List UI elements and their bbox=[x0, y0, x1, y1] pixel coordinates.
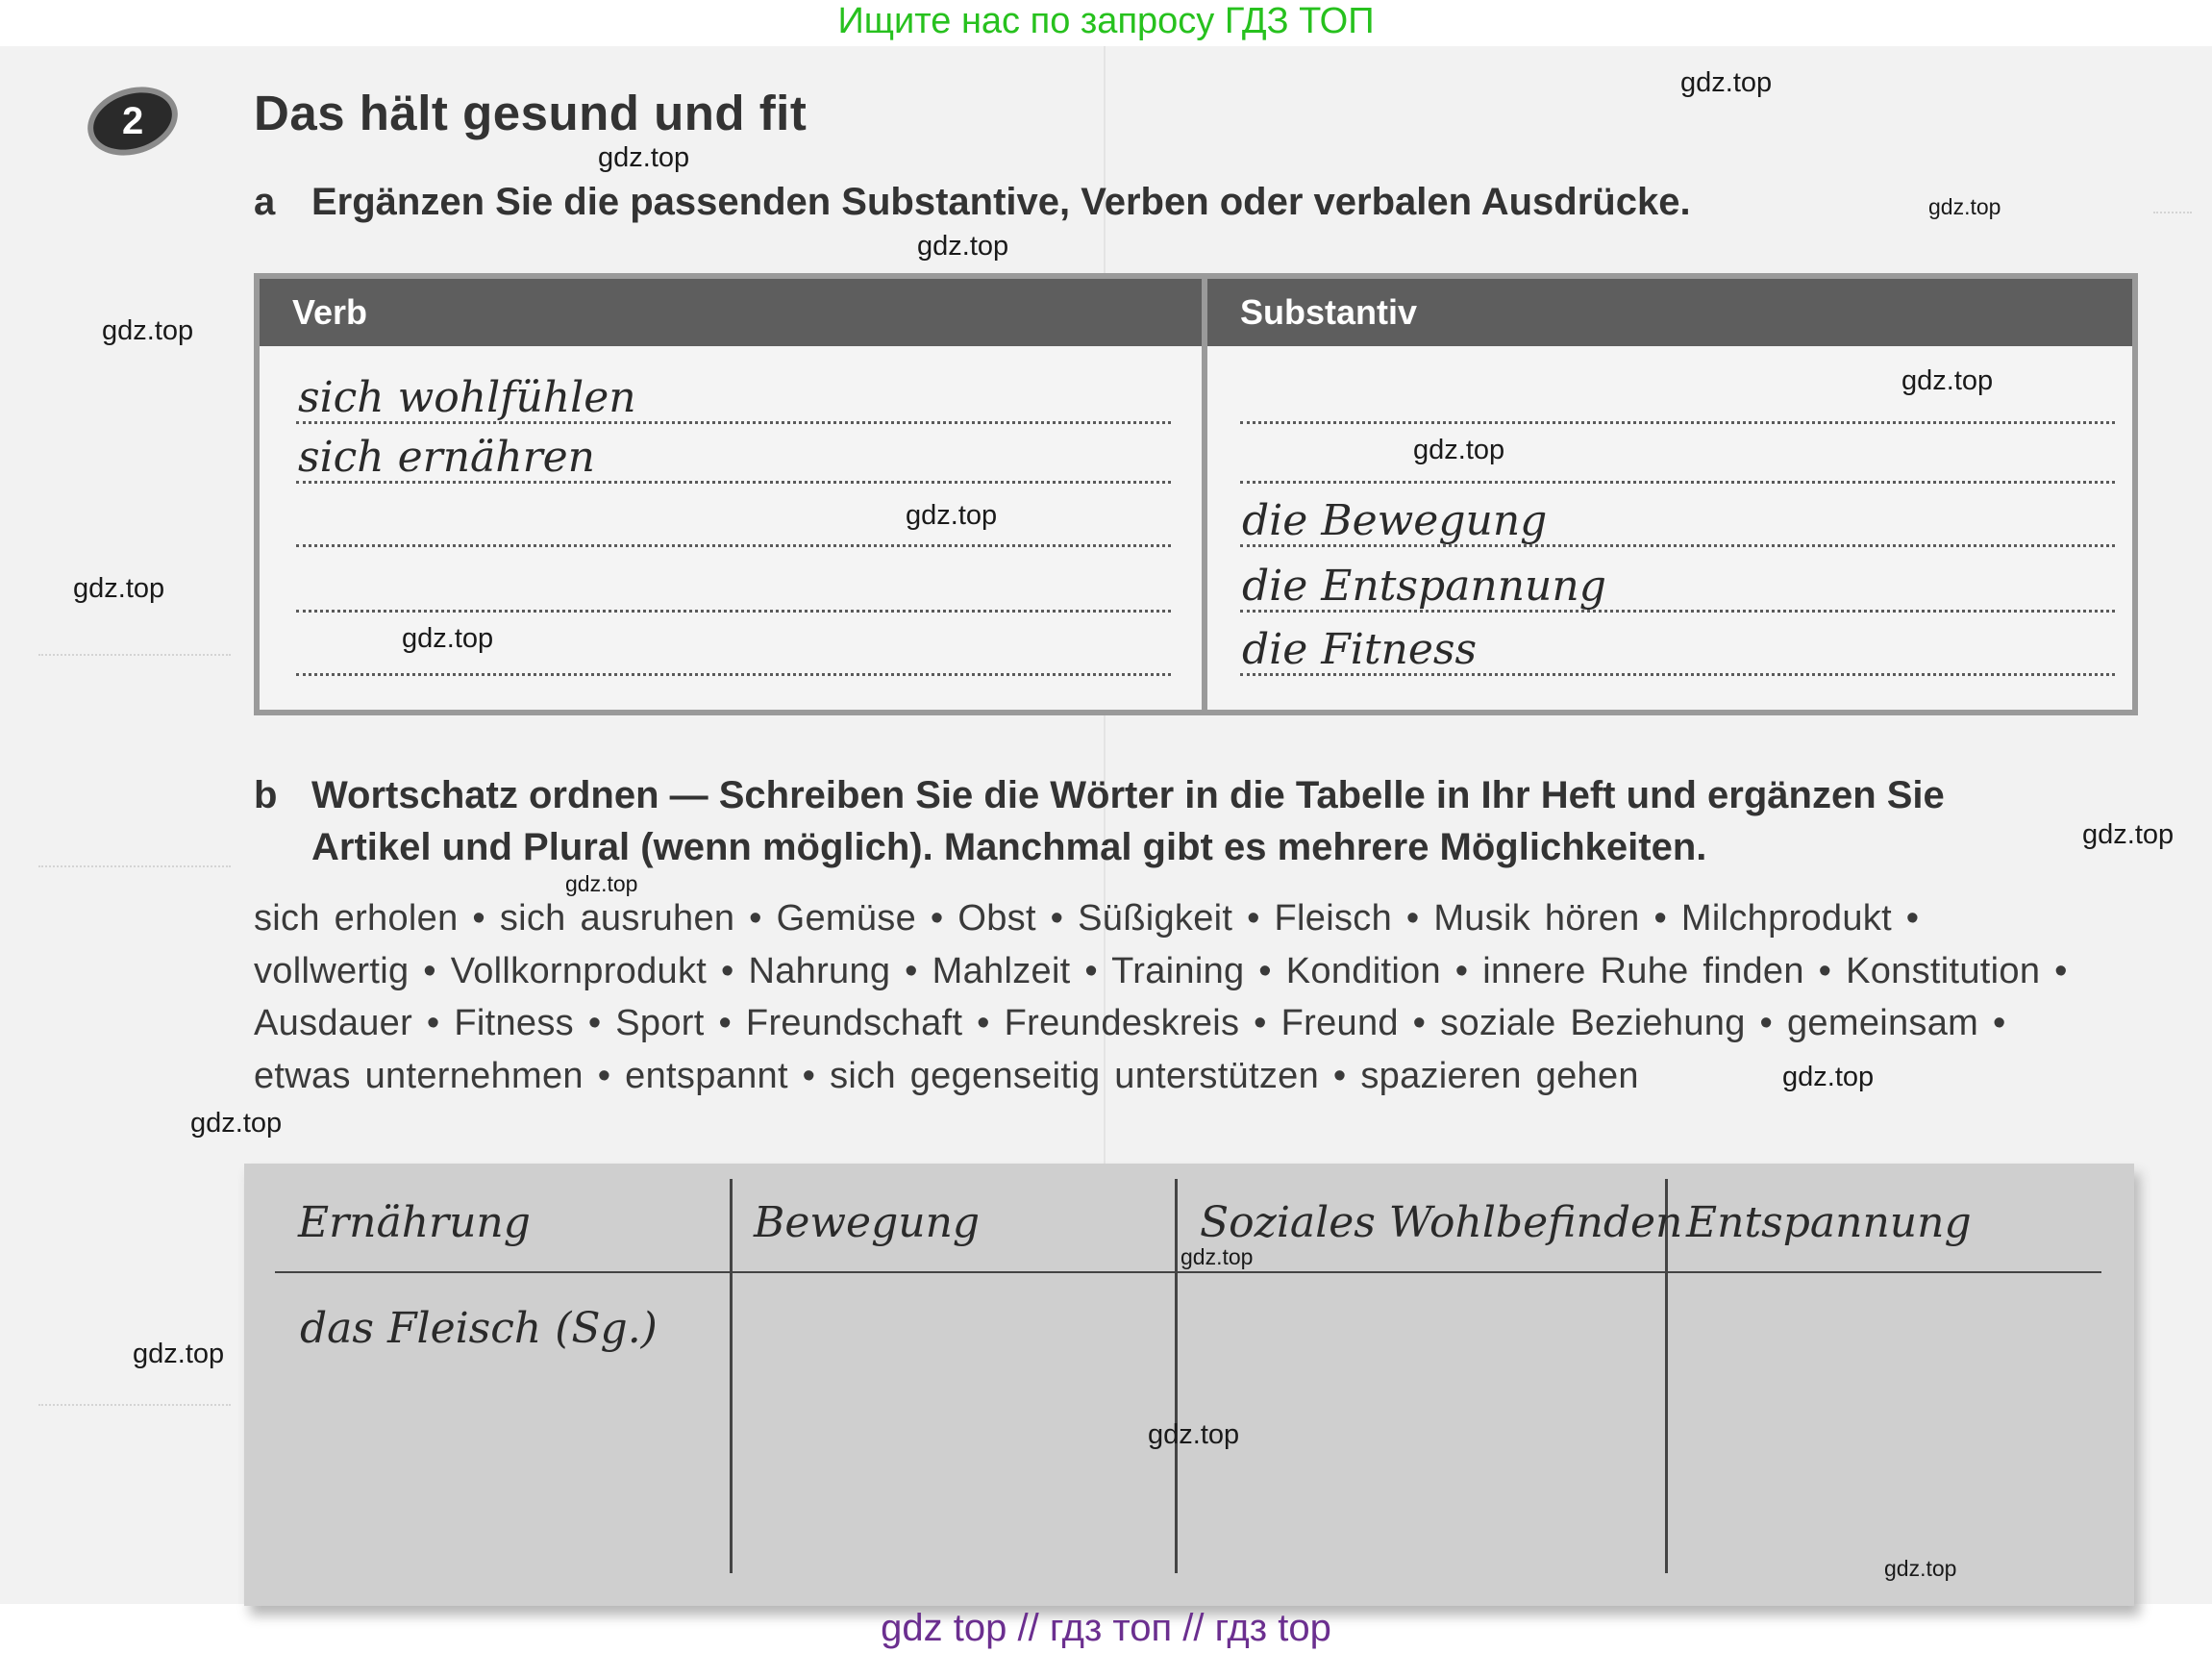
watermark: gdz.top bbox=[133, 1339, 225, 1369]
category-header-bewegung: Bewegung bbox=[754, 1198, 981, 1247]
watermark: gdz.top bbox=[565, 871, 638, 896]
top-banner: Ищите нас по запросу ГДЗ ТОП bbox=[837, 1, 1375, 41]
task-a-instruction bbox=[254, 181, 1691, 224]
watermark: gdz.top bbox=[190, 1108, 283, 1139]
watermark: gdz.top bbox=[1782, 1062, 1875, 1092]
watermark: gdz.top bbox=[1901, 365, 1994, 396]
word-list-line: sich erholen • sich ausruhen • Gemüse • Obst • Süßigkeit • Fleisch • Musik hören • Milchprodukt • bbox=[254, 898, 1920, 939]
notebook-category-table bbox=[244, 1164, 2134, 1606]
watermark: gdz.top bbox=[402, 623, 494, 654]
watermark: gdz.top bbox=[1413, 435, 1505, 465]
category-header-ernaehrung: Ernährung bbox=[298, 1198, 531, 1247]
noun-answer-line[interactable] bbox=[1240, 421, 2115, 424]
watermark: gdz.top bbox=[917, 231, 1009, 262]
exercise-title: Das hält gesund und fit bbox=[254, 86, 808, 140]
watermark: gdz.top bbox=[102, 315, 194, 346]
task-b-text-line2: Artikel und Plural (wenn möglich). Manchmal gibt es mehrere Möglichkeiten. bbox=[311, 826, 1707, 868]
verb-answer-line[interactable] bbox=[296, 610, 1171, 613]
bleed-line bbox=[2153, 212, 2192, 213]
watermark: gdz.top bbox=[73, 573, 165, 604]
watermark: gdz.top bbox=[2082, 819, 2175, 850]
word-list-line: vollwertig • Vollkornprodukt • Nahrung • Mahlzeit • Training • Kondition • innere Ruhe finden • Konstitution • bbox=[254, 950, 2068, 991]
verb-answer-line[interactable] bbox=[296, 544, 1171, 547]
task-b-instruction bbox=[254, 769, 2138, 873]
watermark: gdz.top bbox=[1148, 1419, 1240, 1450]
column-divider bbox=[1202, 279, 1207, 710]
category-header-soziales: Soziales Wohlbefinden bbox=[1200, 1198, 1683, 1247]
watermark: gdz.top bbox=[1680, 67, 1773, 98]
verb-noun-table bbox=[254, 273, 2138, 715]
noun-answer-line[interactable] bbox=[1240, 481, 2115, 484]
bottom-banner: gdz top // гдз топ // гдз top bbox=[881, 1607, 1331, 1649]
noun-entry: die Fitness bbox=[1242, 625, 1478, 674]
bleed-line bbox=[38, 865, 231, 867]
bleed-line bbox=[38, 1404, 231, 1406]
verb-entry: sich ernähren bbox=[298, 433, 596, 482]
word-list-line: Ausdauer • Fitness • Sport • Freundschaft • Freundeskreis • Freund • soziale Beziehung • gemeinsam • bbox=[254, 1003, 2006, 1043]
noun-entry: die Entspannung bbox=[1242, 562, 1606, 611]
bleed-line bbox=[38, 654, 231, 656]
watermark: gdz.top bbox=[1884, 1556, 1957, 1581]
category-header-entspannung: Entspannung bbox=[1686, 1198, 1972, 1247]
task-a-text: Ergänzen Sie die passenden Substantive, Verben oder verbalen Ausdrücke. bbox=[311, 181, 1691, 223]
task-b-text-line1: Wortschatz ordnen — Schreiben Sie die Wörter in die Tabelle in Ihr Heft und ergänzen Sie bbox=[311, 774, 1945, 816]
watermark: gdz.top bbox=[1181, 1244, 1254, 1269]
word-list-line: etwas unternehmen • entspannt • sich gegenseitig unterstützen • spazieren gehen bbox=[254, 1055, 1639, 1096]
task-a-letter: a bbox=[254, 181, 276, 223]
task-b-letter: b bbox=[254, 774, 278, 816]
example-entry: das Fleisch (Sg.) bbox=[300, 1304, 658, 1353]
watermark: gdz.top bbox=[1928, 194, 2001, 219]
watermark: gdz.top bbox=[906, 500, 998, 531]
exercise-number: 2 bbox=[122, 99, 144, 142]
verb-entry: sich wohlfühlen bbox=[298, 373, 636, 422]
noun-column-header: Substantiv bbox=[1207, 279, 2132, 346]
verb-answer-line[interactable] bbox=[296, 673, 1171, 676]
column-rule bbox=[730, 1179, 733, 1573]
column-rule bbox=[1175, 1179, 1178, 1573]
watermark: gdz.top bbox=[598, 142, 690, 173]
verb-column-header: Verb bbox=[260, 279, 1202, 346]
noun-entry: die Bewegung bbox=[1242, 496, 1548, 545]
header-rule bbox=[275, 1271, 2101, 1273]
